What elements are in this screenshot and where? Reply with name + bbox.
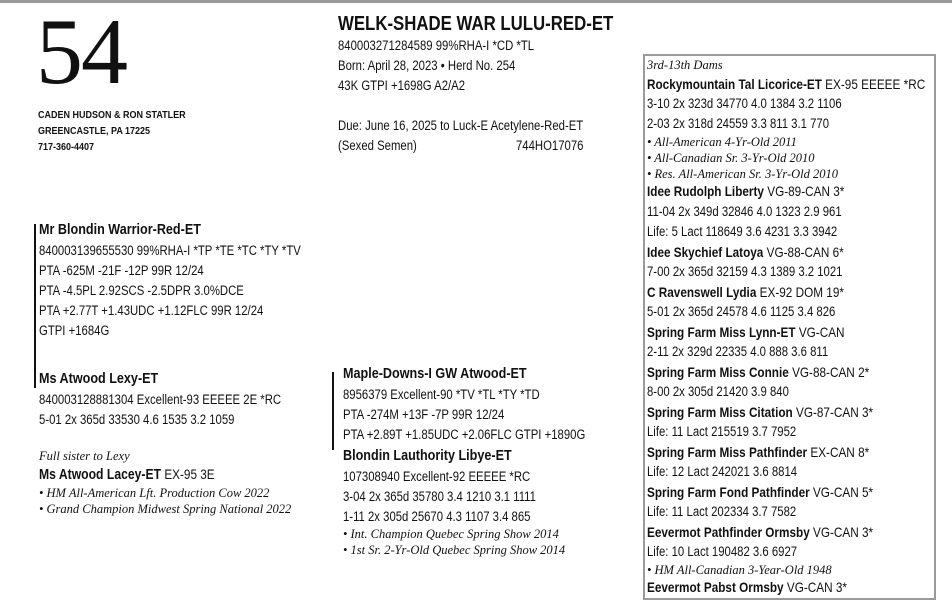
sibling-classification: EX-95 3E [161,466,215,482]
dam-entry-record: Life: 10 Lact 190482 3.6 6927 [647,544,798,559]
animal-gtpi: 43K GTPI +1698G A2/A2 [338,78,466,93]
dam-entry-record: 3-10 2x 323d 34770 4.0 1384 3.2 1106 [647,96,842,111]
dam-entry-name: Idee Rudolph Liberty VG-89-CAN 3* [647,183,845,199]
mgs-bracket-line [332,372,334,450]
consignor-location: GREENCASTLE, PA 17225 [38,126,151,137]
mgd-line-3: 1-11 2x 305d 25670 4.3 1107 3.4 865 [343,509,531,524]
dam-entry-record: 11-04 2x 349d 32846 4.0 1323 2.9 961 [647,204,842,219]
mgs-line-1: 8956379 Excellent-90 *TV *TL *TY *TD [343,387,540,402]
top-rule [0,0,952,3]
dam-entry-name: Idee Skychief Latoya VG-88-CAN 6* [647,244,844,260]
dam-entry-name: Rockymountain Tal Licorice-ET EX-95 EEEEE *RC [647,76,926,92]
dam-entry-name: Spring Farm Miss Citation VG-87-CAN 3* [647,404,874,420]
dam-entry-name: Spring Farm Miss Pathfinder EX-CAN 8* [647,444,870,460]
semen-code: 744HO17076 [516,138,584,153]
mgd-line-2: 3-04 2x 365d 35780 3.4 1210 3.1 1111 [343,489,536,504]
dam-entry-record: 2-11 2x 329d 22335 4.0 888 3.6 811 [647,344,829,359]
mgs-name: Maple-Downs-I GW Atwood-ET [343,365,527,382]
dam-entry-name: C Ravenswell Lydia EX-92 DOM 19* [647,284,844,300]
dam-entry-name: Spring Farm Fond Pathfinder VG-CAN 5* [647,484,874,500]
sibling-note: Full sister to Lexy [39,449,130,463]
dam-entry-honor: • HM All-Canadian 3-Year-Old 1948 [647,563,832,577]
dam-line-2: 5-01 2x 365d 33530 4.6 1535 3.2 1059 [39,412,235,427]
animal-id: 840003271284589 99%RHA-I *CD *TL [338,38,535,53]
mgd-honor-1: • Int. Champion Quebec Spring Show 2014 [343,527,559,541]
dam-entry-name: Spring Farm Miss Lynn-ET VG-CAN [647,324,845,340]
dam-entry-honor: • All-American 4-Yr-Old 2011 [647,135,797,149]
animal-born: Born: April 28, 2023 • Herd No. 254 [338,58,516,73]
dam-entry-record: 7-00 2x 365d 32159 4.3 1389 3.2 1021 [647,264,843,279]
dam-entry-name: Eevermot Pabst Ormsby VG-CAN 3* [647,579,847,595]
sibling-heading [39,464,215,485]
sire-line-5: GTPI +1684G [39,323,110,338]
sibling-honor-1: • HM All-American Lft. Production Cow 2022 [39,486,270,500]
dam-bracket-tick [34,372,36,388]
sibling-name: Ms Atwood Lacey-ET [39,467,162,483]
sire-line-2: PTA -625M -21F -12P 99R 12/24 [39,263,204,278]
dam-entry-honor: • All-Canadian Sr. 3-Yr-Old 2010 [647,151,815,165]
animal-name: WELK-SHADE WAR LULU-RED-ET [338,13,614,35]
sire-bracket-line [34,224,36,372]
dam-entry-name: Spring Farm Miss Connie VG-88-CAN 2* [647,364,870,380]
mgs-line-3: PTA +2.89T +1.85UDC +2.06FLC GTPI +1890G [343,427,586,442]
mgd-honor-2: • 1st Sr. 2-Yr-Old Quebec Spring Show 2014 [343,543,566,557]
consignor-phone: 717-360-4407 [38,142,95,153]
dam-entry-record: 2-03 2x 318d 24559 3.3 811 3.1 770 [647,116,830,131]
dam-entry-name: Eevermot Pathfinder Ormsby VG-CAN 3* [647,524,874,540]
dam-entry-record: 5-01 2x 365d 24578 4.6 1125 3.4 826 [647,304,836,319]
dam-line-1: 840003128881304 Excellent-93 EEEEE 2E *RC [39,392,282,407]
mgd-name: Blondin Lauthority Libye-ET [343,447,512,464]
mgd-line-1: 107308940 Excellent-92 EEEEE *RC [343,469,531,484]
sire-name: Mr Blondin Warrior-Red-ET [39,221,201,238]
dam-entry-record: Life: 12 Lact 242021 3.6 8814 [647,464,798,479]
dam-name: Ms Atwood Lexy-ET [39,370,159,387]
lot-number: 54 [36,0,126,104]
dam-entry-honor: • Res. All-American Sr. 3-Yr-Old 2010 [647,167,839,181]
dams-heading: 3rd-13th Dams [647,58,723,72]
dam-entry-record: 8-00 2x 305d 21420 3.9 840 [647,384,789,399]
sibling-honor-2: • Grand Champion Midwest Spring National 2022 [39,502,292,516]
dam-entry-record: Life: 11 Lact 202334 3.7 7582 [647,504,797,519]
dam-entry-record: Life: 11 Lact 215519 3.7 7952 [647,424,797,439]
mgs-line-2: PTA -274M +13F -7P 99R 12/24 [343,407,505,422]
sire-line-4: PTA +2.77T +1.43UDC +1.12FLC 99R 12/24 [39,303,264,318]
sire-line-3: PTA -4.5PL 2.92SCS -2.5DPR 3.0%DCE [39,283,244,298]
dam-entry-record: Life: 5 Lact 118649 3.6 4231 3.3 3942 [647,224,838,239]
semen-label: (Sexed Semen) [338,138,417,153]
consignor-name: CADEN HUDSON & RON STATLER [38,110,186,121]
due-line: Due: June 16, 2025 to Luck-E Acetylene-Red-ET [338,118,584,133]
sire-line-1: 840003139655530 99%RHA-I *TP *TE *TC *TY *TV [39,243,301,258]
